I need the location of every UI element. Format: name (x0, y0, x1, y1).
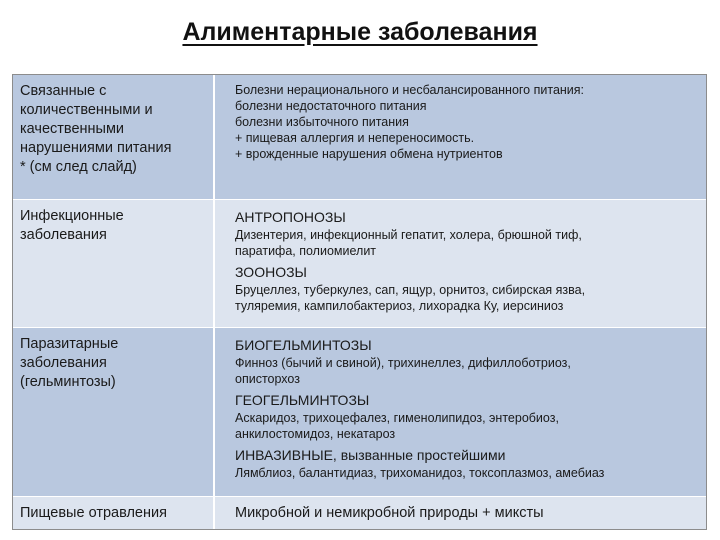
section-line: Бруцеллез, туберкулез, сап, ящур, орнитоз, сибирская язва, (235, 283, 586, 297)
category-line: Пищевые отравления (20, 505, 167, 521)
table-row (13, 328, 706, 497)
category-line: Паразитарные (20, 336, 119, 352)
section-line: Дизентерия, инфекционный гепатит, холера, брюшной тиф, (235, 228, 582, 242)
section-heading: ГЕОГЕЛЬМИНТОЗЫ (235, 392, 370, 408)
description-line: Микробной и немикробной природы + миксты (235, 505, 544, 521)
category-line: количественными и (20, 102, 153, 118)
description-line: болезни избыточного питания (235, 115, 409, 129)
category-line: качественными (20, 121, 125, 137)
section-line: Аскаридоз, трихоцефалез, гименолипидоз, энтеробиоз, (235, 411, 559, 425)
description-line: болезни недостаточного питания (235, 99, 427, 113)
category-line: заболевания (20, 227, 107, 243)
section-line: Лямблиоз, балантидиаз, трихоманидоз, токсоплазмоз, амебиаз (235, 466, 605, 480)
description-line: + пищевая аллергия и непереносимость. (235, 131, 475, 145)
page-title: Алиментарные заболевания (182, 18, 538, 46)
section-line: туляремия, кампилобактериоз, лихорадка Ку, иерсиниоз (235, 299, 564, 313)
section-heading: ЗООНОЗЫ (235, 264, 307, 280)
diseases-table (12, 74, 707, 530)
section-line: Финноз (бычий и свиной), трихинеллез, дифиллоботриоз, (235, 356, 571, 370)
section-heading: АНТРОПОНОЗЫ (235, 209, 346, 225)
section-line: описторхоз (235, 372, 300, 386)
section-line: анкилостомидоз, некатароз (235, 427, 396, 441)
section-heading: БИОГЕЛЬМИНТОЗЫ (235, 337, 372, 353)
section-heading: ИНВАЗИВНЫЕ, вызванные простейшими (235, 447, 506, 463)
table-row (13, 497, 706, 530)
category-line: Связанные с (20, 83, 107, 99)
category-line: нарушениями питания (20, 140, 172, 156)
row-category (13, 497, 215, 529)
category-line: заболевания (20, 355, 107, 371)
row-category (13, 328, 215, 496)
description-line: Болезни нерационального и несбалансированного питания: (235, 83, 585, 97)
section-line: паратифа, полиомиелит (235, 244, 377, 258)
table-row (13, 200, 706, 328)
category-line: Инфекционные (20, 208, 124, 224)
row-description (215, 200, 706, 327)
row-description (215, 497, 706, 529)
category-line: (гельминтозы) (20, 374, 116, 390)
row-description (215, 328, 706, 496)
row-category (13, 200, 215, 327)
row-description (215, 75, 706, 199)
description-line: + врожденные нарушения обмена нутриентов (235, 147, 503, 161)
category-line: * (см след слайд) (20, 159, 137, 175)
table-row (13, 75, 706, 200)
row-category (13, 75, 215, 199)
